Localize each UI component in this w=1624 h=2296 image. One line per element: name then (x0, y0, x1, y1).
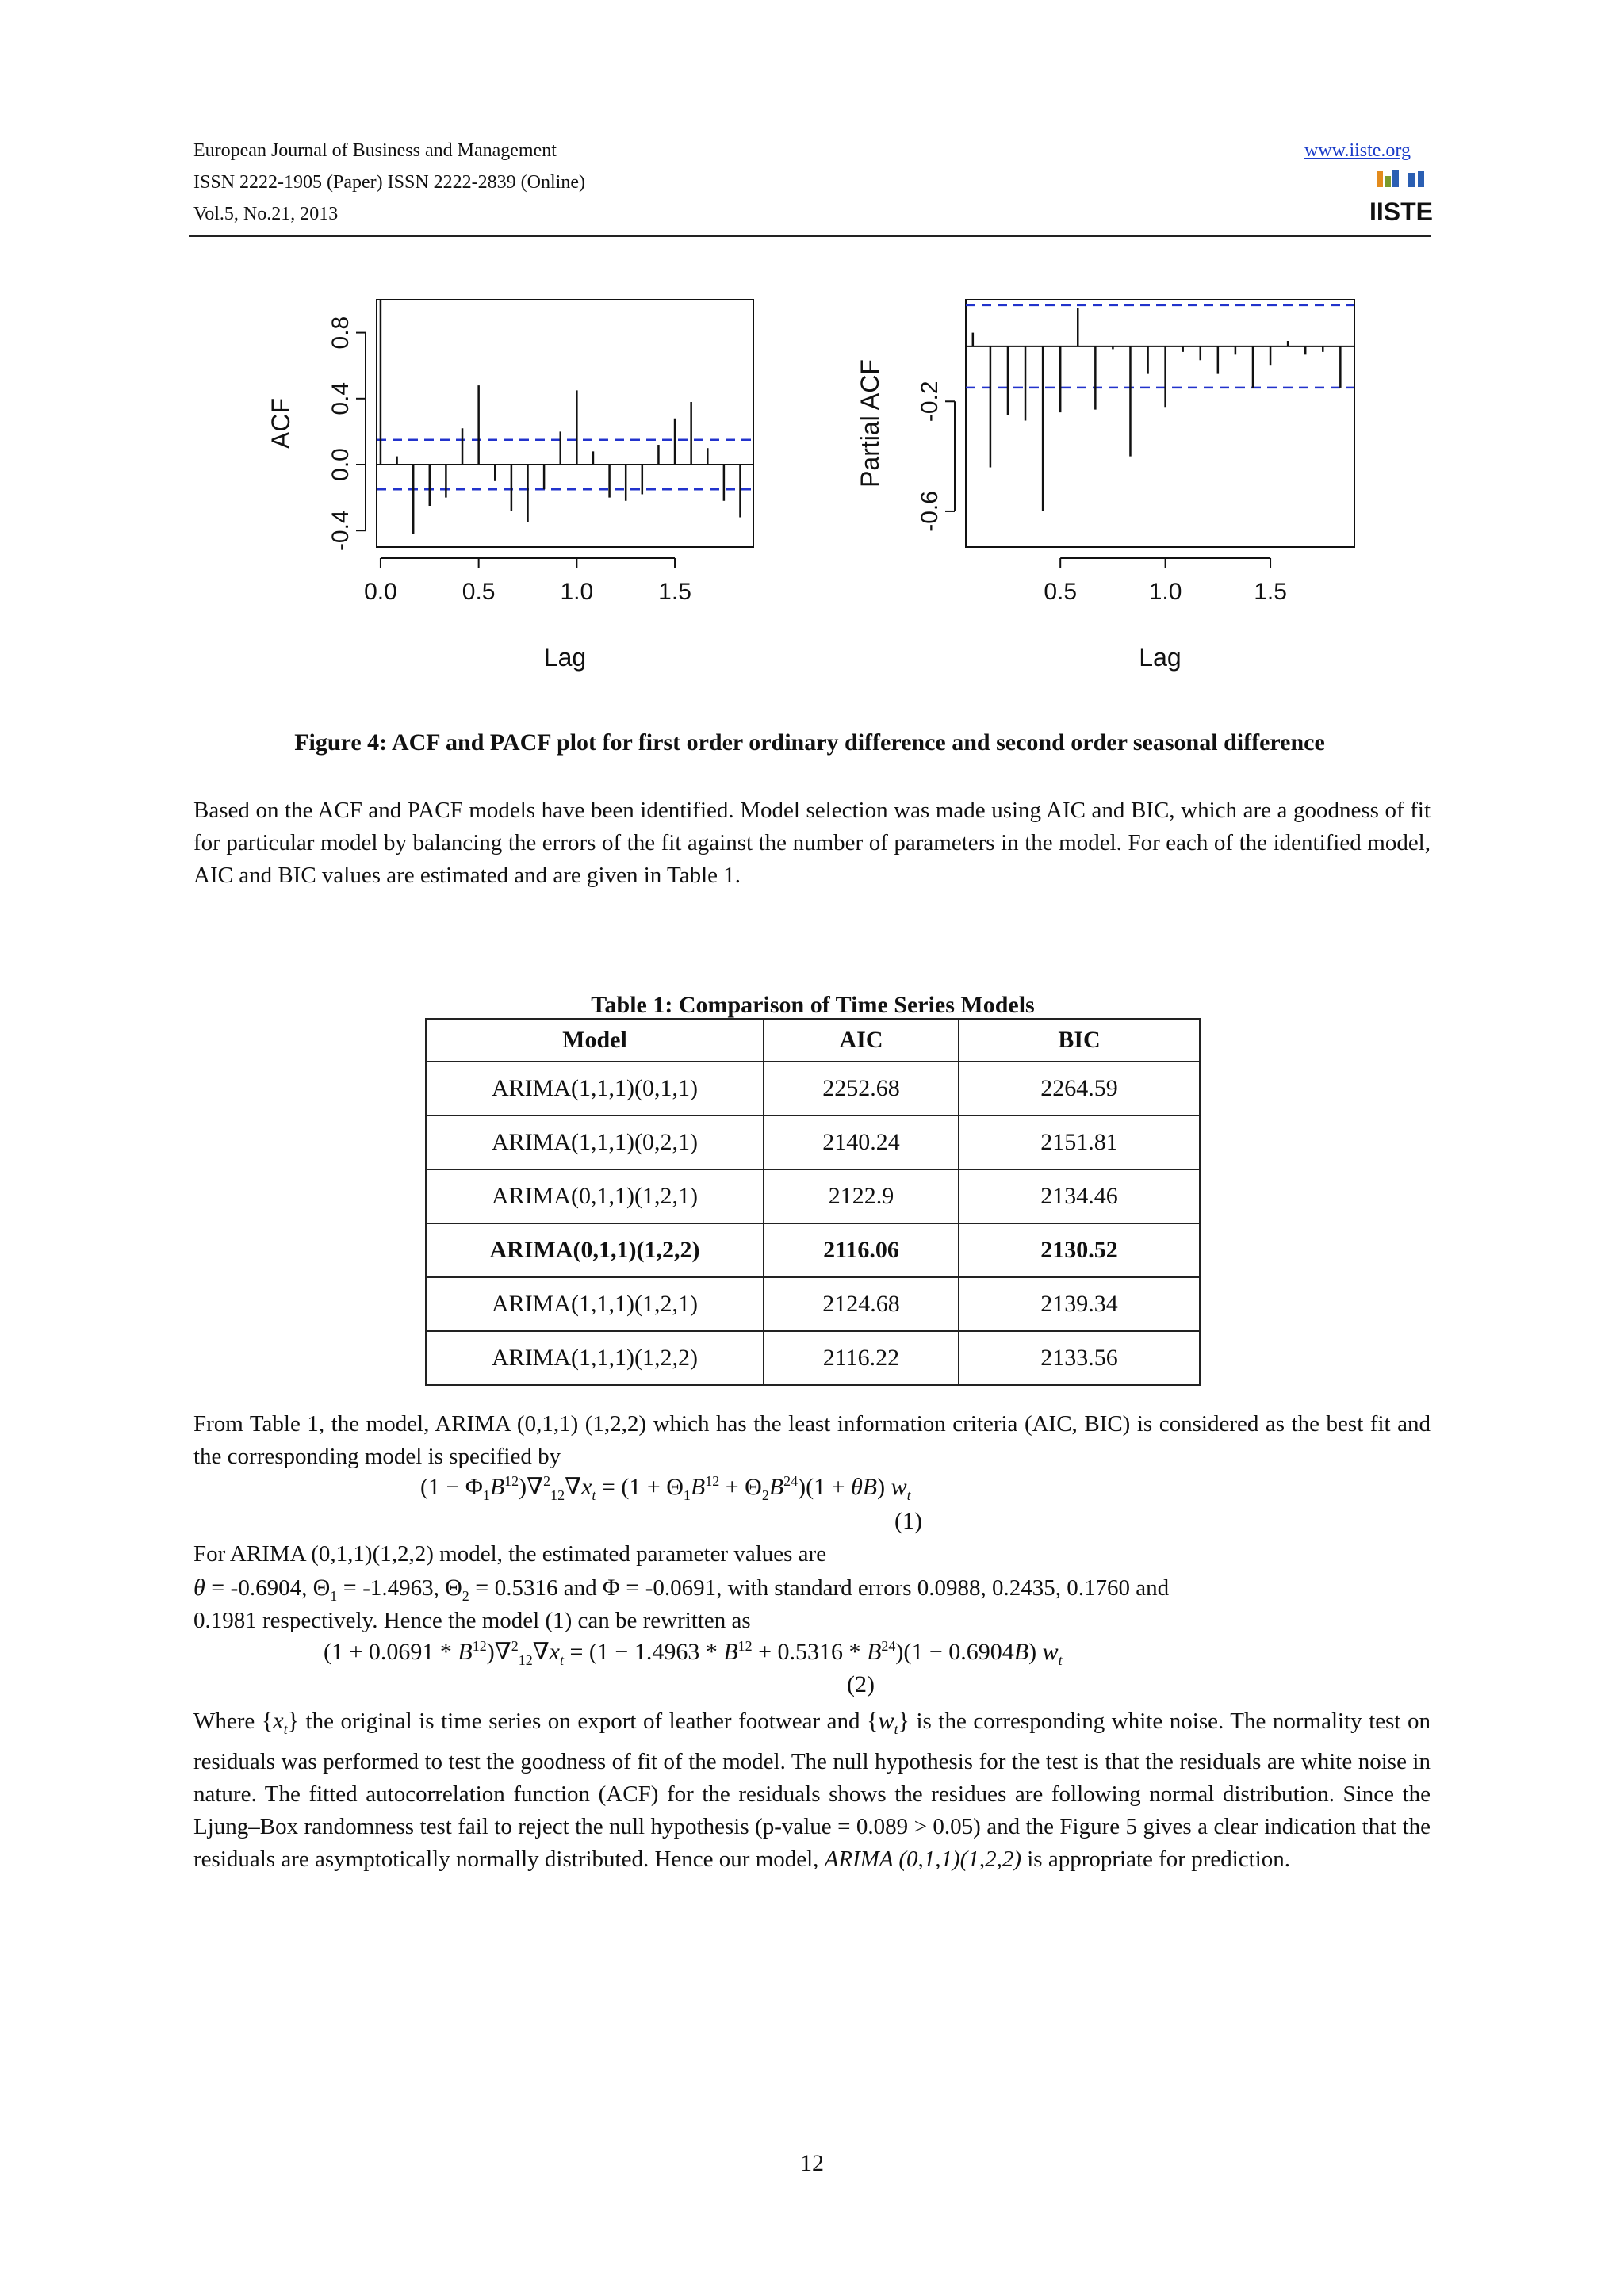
logo-bar-blue-2 (1408, 173, 1415, 187)
x-axis-label: Lag (543, 643, 587, 672)
x-tick-label: 0.5 (1044, 579, 1078, 605)
theta-value: -0.6904 (230, 1575, 302, 1601)
cell-model: ARIMA(1,1,1)(1,2,1) (426, 1277, 764, 1331)
journal-title: European Journal of Business and Management (193, 140, 557, 161)
theta2-value: 0.5316 (494, 1575, 558, 1601)
table-row (426, 1169, 1200, 1223)
plot-frame (377, 300, 753, 547)
logo-bar-green (1385, 176, 1391, 187)
equation-2: $(1 + 0.0691 * B^{12})\nabla^2_{12}\nabla x_t = (1 - 1.4963 * B^{12} + 0.5316 * B^{24})(1 - 0.6904B)$ $w_t$ (324, 1638, 1063, 1668)
y-tick-label: 0.4 (327, 381, 354, 415)
equation-1: $(1 - \Phi_1B^{12})\nabla^2_{12}\nabla x_t = (1 + \Theta_1B^{12} + \Theta_2B^{24})(1 + \theta B)$ $w_t$ (420, 1473, 911, 1503)
x-axis-label: Lag (1139, 643, 1182, 672)
cell-model: ARIMA(0,1,1)(1,2,1) (426, 1169, 764, 1223)
figure-caption: Figure 4: ACF and PACF plot for first order ordinary difference and second order seasonal difference (294, 729, 1325, 756)
acf-chart (266, 300, 753, 672)
cell-bic: 2139.34 (959, 1277, 1200, 1331)
website-link[interactable]: www.iiste.org (1304, 140, 1411, 161)
x-tick-label: 1.0 (1148, 579, 1182, 605)
y-tick-label: 0.0 (327, 448, 354, 481)
cell-model: ARIMA(1,1,1)(0,1,1) (426, 1062, 764, 1115)
acf-pacf-figure (214, 285, 1404, 698)
paragraph-3-line-1: For ARIMA (0,1,1)(1,2,2) model, the estimated parameter values are (193, 1541, 827, 1567)
y-tick-label: -0.2 (917, 381, 943, 423)
th-bic: BIC (959, 1019, 1200, 1062)
paragraph-4: Where $\{x_t\}$ the original is time series on export of leather footwear and $\{w_t\}$ is the corresponding white noise. The normality test on residuals was performed to test the goodness of fit of the model. The null hypothesis for the test is that the residuals are white noise in nature. The fitted autocorrelation function (ACF) for the residuals shows the residues are following normal distribution. Since the Ljung–Box randomness test fail to reject the null hypothesis (p-value = 0.089 > 0.05) and the Figure 5 gives a clear indication that the residuals are asymptotically normally distributed. Hence our model, ARIMA (0,1,1)(1,2,2) is appropriate for prediction. (193, 1708, 1431, 1872)
volume-line: Vol.5, No.21, 2013 (193, 204, 339, 224)
cell-bic: 2130.52 (959, 1223, 1200, 1277)
where-label: Where (193, 1709, 255, 1734)
model-name-italic: ARIMA (0,1,1)(1,2,2) (824, 1846, 1021, 1872)
page-number: 12 (800, 2150, 824, 2176)
table-row (426, 1062, 1200, 1115)
th-model: Model (426, 1019, 764, 1062)
x-tick-label: 1.5 (658, 579, 691, 605)
table-row (426, 1331, 1200, 1385)
cell-bic: 2133.56 (959, 1331, 1200, 1385)
plot-frame (966, 300, 1354, 547)
pacf-chart (856, 300, 1354, 672)
cell-model: ARIMA(0,1,1)(1,2,2) (426, 1223, 764, 1277)
equation-1-number: (1) (894, 1508, 922, 1534)
y-tick-label: 0.8 (327, 316, 354, 350)
table-header-row (426, 1019, 1200, 1062)
y-tick-label: -0.4 (327, 510, 354, 552)
logo-bar-blue (1392, 170, 1399, 187)
table-row (426, 1115, 1200, 1169)
table-row-best (426, 1223, 1200, 1277)
cell-aic: 2252.68 (764, 1062, 959, 1115)
paragraph-1: Based on the ACF and PACF models have been identified. Model selection was made using AIC and BIC, which are a goodness of fit for particular model by balancing the errors of the fit against the number of parameters in the model. For each of the identified model, AIC and BIC values are estimated and are given in Table 1. (193, 798, 1431, 888)
iiste-logo (1369, 168, 1434, 228)
cell-aic: 2124.68 (764, 1277, 959, 1331)
cell-aic: 2116.22 (764, 1331, 959, 1385)
equation-2-number: (2) (847, 1671, 875, 1697)
x-tick-label: 1.0 (560, 579, 594, 605)
th-aic: AIC (764, 1019, 959, 1062)
logo-bar-blue-3 (1418, 171, 1424, 187)
paragraph-3-line-3: 0.1981 respectively. Hence the model (1) can be rewritten as (193, 1608, 751, 1633)
logo-text: IISTE (1369, 197, 1434, 226)
y-axis-label: Partial ACF (856, 359, 884, 488)
logo-bar-orange (1377, 171, 1383, 187)
table-row (426, 1277, 1200, 1331)
theta1-value: -1.4963 (362, 1575, 434, 1601)
phi-value: -0.0691 (645, 1575, 717, 1601)
x-tick-label: 0.5 (462, 579, 496, 605)
cell-bic: 2264.59 (959, 1062, 1200, 1115)
cell-aic: 2116.06 (764, 1223, 959, 1277)
cell-bic: 2134.46 (959, 1169, 1200, 1223)
cell-aic: 2140.24 (764, 1115, 959, 1169)
header-rule (189, 235, 1431, 237)
para3-tail: , with standard errors 0.0988, 0.2435, 0.1760 and (716, 1575, 1170, 1601)
y-tick-label: -0.6 (917, 491, 943, 532)
y-axis-label: ACF (266, 398, 295, 449)
table-title: Table 1: Comparison of Time Series Models (591, 992, 1035, 1018)
cell-aic: 2122.9 (764, 1169, 959, 1223)
x-tick-label: 1.5 (1254, 579, 1287, 605)
cell-bic: 2151.81 (959, 1115, 1200, 1169)
paragraph-2: From Table 1, the model, ARIMA (0,1,1) (1,2,2) which has the least information criteria (AIC, BIC) is considered as the best fit and the corresponding model is specified by (193, 1411, 1431, 1469)
models-table (425, 1018, 1201, 1386)
x-tick-label: 0.0 (364, 579, 397, 605)
cell-model: ARIMA(1,1,1)(1,2,2) (426, 1331, 764, 1385)
paragraph-3-line-2: θ = -0.6904, $\Theta_1 = -1.4963$, $\Theta_2 = 0.5316$ and Φ = -0.0691, with standard errors 0.0988, 0.2435, 0.1760 and (193, 1575, 1170, 1604)
issn-line: ISSN 2222-1905 (Paper) ISSN 2222-2839 (Online) (193, 172, 585, 193)
cell-model: ARIMA(1,1,1)(0,2,1) (426, 1115, 764, 1169)
